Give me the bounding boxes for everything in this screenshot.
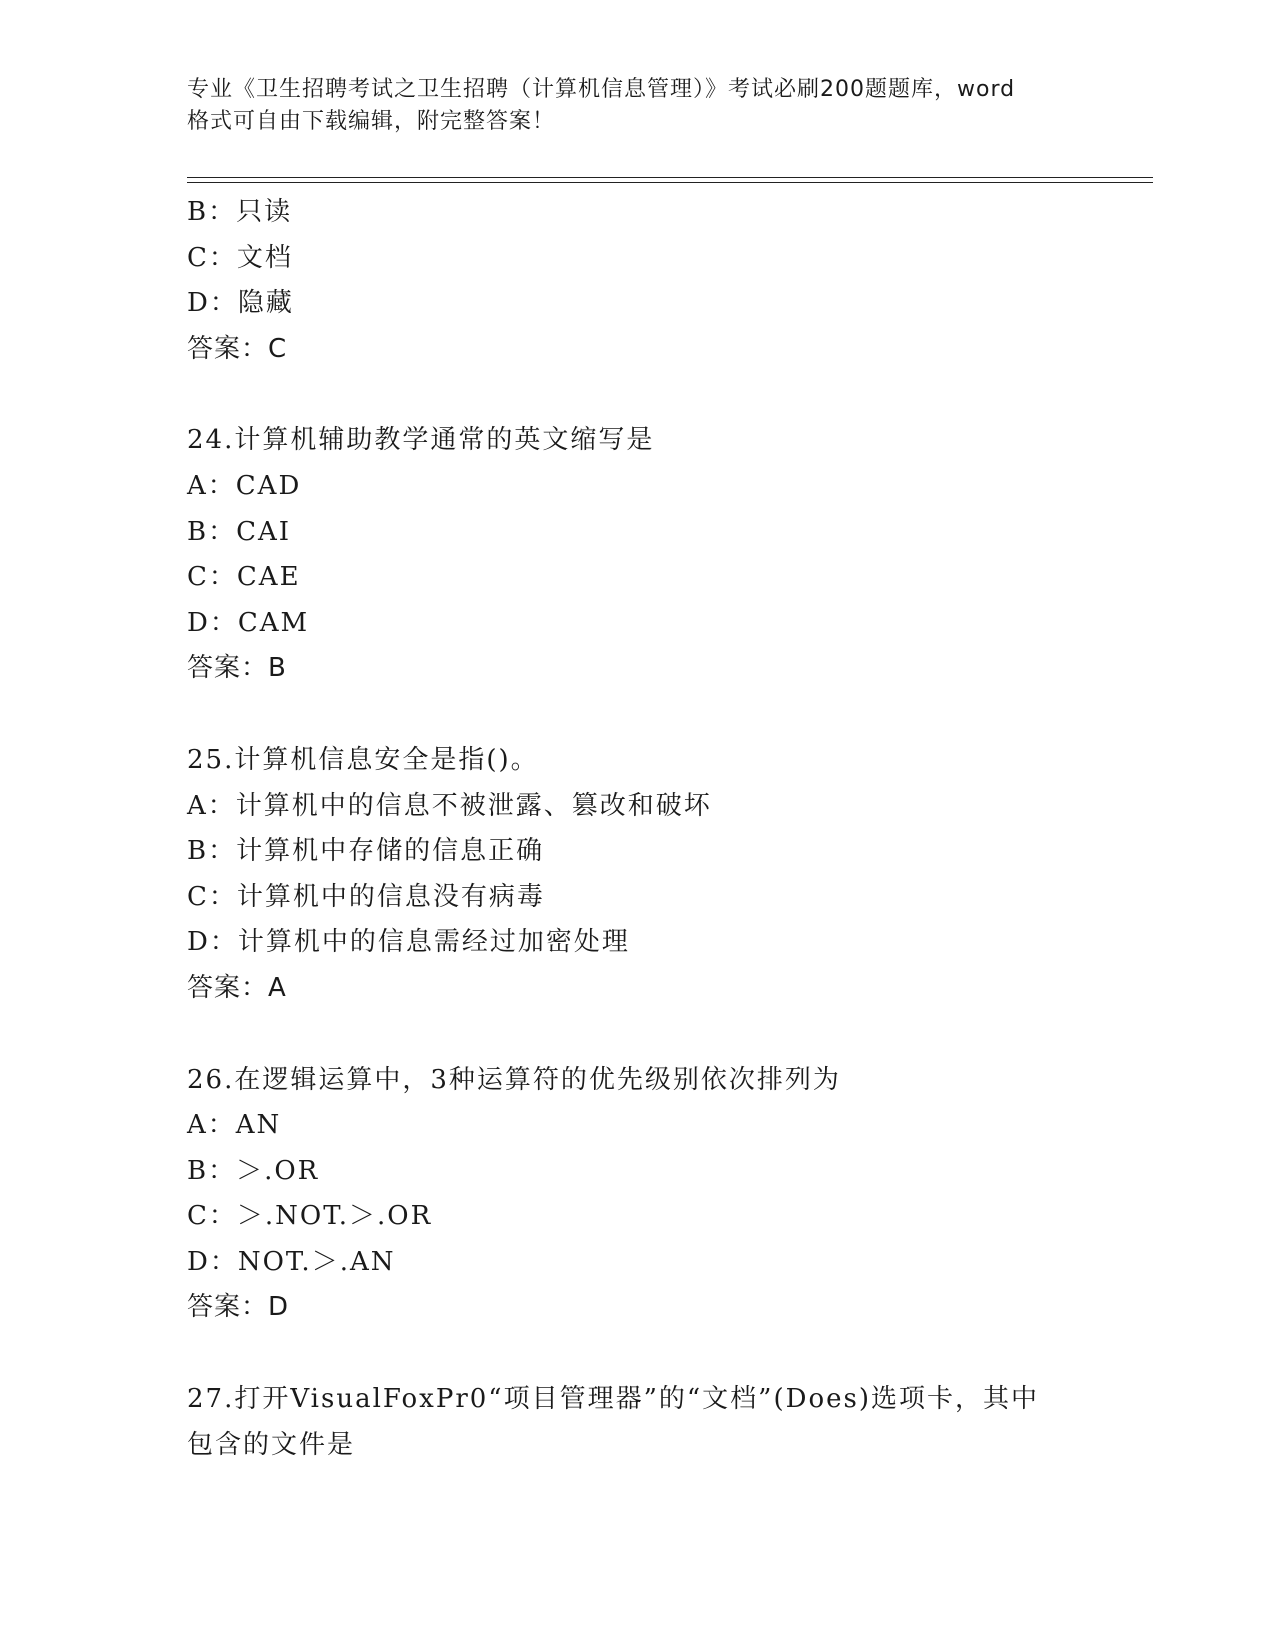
- question-23-partial: [187, 190, 1087, 372]
- answer-line: 答案：B: [187, 653, 287, 684]
- header-divider-bottom: [187, 182, 1153, 183]
- question-text: 26.在逻辑运算中，3种运算符的优先级别依次排列为: [187, 1064, 841, 1095]
- answer-line: 答案：C: [187, 333, 288, 364]
- option-d: D：隐藏: [187, 288, 294, 319]
- option-b: B：＞.OR: [187, 1155, 320, 1186]
- question-text-line-1: 27.打开VisualFoxPr0“项目管理器”的“文档”(Does)选项卡，其中: [187, 1384, 1039, 1415]
- option-c: C：计算机中的信息没有病毒: [187, 881, 545, 912]
- header-divider-top: [187, 177, 1153, 178]
- question-text: 25.计算机信息安全是指()。: [187, 744, 539, 775]
- option-c: C：CAE: [187, 562, 301, 593]
- option-b: B：只读: [187, 197, 293, 227]
- question-24: [187, 418, 1087, 692]
- spacer: [187, 692, 1153, 738]
- question-27: [187, 1377, 1087, 1468]
- spacer: [187, 1012, 1153, 1058]
- question-text-line-2: 包含的文件是: [187, 1429, 356, 1460]
- spacer: [187, 372, 1153, 418]
- option-a: A：AN: [187, 1110, 282, 1141]
- option-b: B：计算机中存储的信息正确: [187, 836, 545, 867]
- question-25: [187, 738, 1087, 1012]
- header-line-1: 专业《卫生招聘考试之卫生招聘（计算机信息管理）》考试必刷200题题库，word: [187, 77, 1016, 102]
- document-header: [187, 74, 1087, 138]
- option-c: C：文档: [187, 242, 293, 273]
- option-d: D：NOT.＞.AN: [187, 1246, 396, 1277]
- option-d: D：CAM: [187, 607, 310, 638]
- option-b: B：CAI: [187, 516, 292, 547]
- question-list: [187, 190, 1153, 1468]
- answer-line: 答案：A: [187, 972, 287, 1003]
- answer-line: 答案：D: [187, 1292, 290, 1323]
- question-text: 24.计算机辅助教学通常的英文缩写是: [187, 425, 655, 456]
- header-line-2: 格式可自由下载编辑，附完整答案！: [187, 109, 556, 134]
- spacer: [187, 1331, 1153, 1377]
- option-a: A：计算机中的信息不被泄露、篡改和破坏: [187, 790, 712, 821]
- option-d: D：计算机中的信息需经过加密处理: [187, 927, 630, 958]
- option-c: C：＞.NOT.＞.OR: [187, 1201, 433, 1232]
- question-26: [187, 1058, 1087, 1332]
- option-a: A：CAD: [187, 470, 302, 501]
